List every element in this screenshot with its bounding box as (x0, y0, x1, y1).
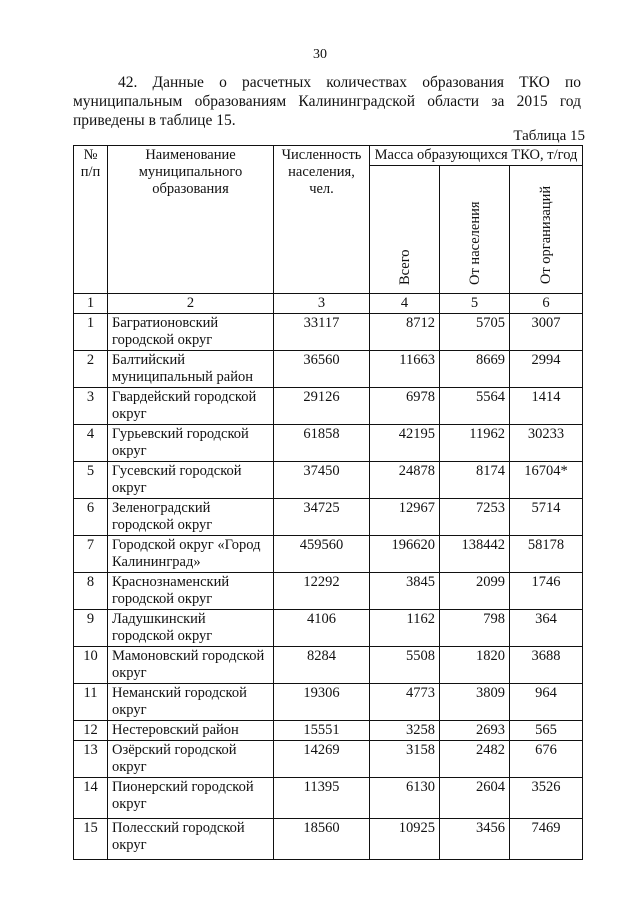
row-from-organizations: 565 (510, 721, 583, 741)
row-name: Ладушкинский городской округ (108, 610, 274, 647)
row-number: 1 (74, 314, 108, 351)
row-total: 3158 (370, 741, 440, 778)
row-from-organizations: 1746 (510, 573, 583, 610)
row-total: 12967 (370, 499, 440, 536)
table-row (74, 573, 583, 610)
row-number: 13 (74, 741, 108, 778)
row-total: 11663 (370, 351, 440, 388)
table-body (74, 314, 583, 860)
table-row (74, 778, 583, 819)
header-total: Всего (396, 249, 413, 285)
header-from-population-cell (440, 166, 510, 294)
row-name: Гвардейский городской округ (108, 388, 274, 425)
column-index: 6 (510, 294, 583, 314)
row-from-population: 2482 (440, 741, 510, 778)
row-from-organizations: 7469 (510, 819, 583, 860)
row-from-organizations: 58178 (510, 536, 583, 573)
row-number: 5 (74, 462, 108, 499)
row-name: Гурьевский городской округ (108, 425, 274, 462)
table-row (74, 721, 583, 741)
row-name: Пионерский городской округ (108, 778, 274, 819)
row-name: Неманский городской округ (108, 684, 274, 721)
column-index: 4 (370, 294, 440, 314)
row-total: 3845 (370, 573, 440, 610)
column-index: 2 (108, 294, 274, 314)
row-name: Краснознаменский городской округ (108, 573, 274, 610)
row-number: 12 (74, 721, 108, 741)
row-from-population: 1820 (440, 647, 510, 684)
row-population: 61858 (274, 425, 370, 462)
column-index: 5 (440, 294, 510, 314)
row-total: 8712 (370, 314, 440, 351)
row-total: 196620 (370, 536, 440, 573)
table-row (74, 499, 583, 536)
table-row (74, 388, 583, 425)
row-population: 29126 (274, 388, 370, 425)
table-row (74, 462, 583, 499)
table-row (74, 647, 583, 684)
row-name: Мамоновский городской округ (108, 647, 274, 684)
row-name: Нестеровский район (108, 721, 274, 741)
row-population: 36560 (274, 351, 370, 388)
table-row (74, 741, 583, 778)
row-population: 8284 (274, 647, 370, 684)
row-name: Озёрский городской округ (108, 741, 274, 778)
intro-paragraph (73, 73, 581, 130)
row-total: 5508 (370, 647, 440, 684)
row-number: 11 (74, 684, 108, 721)
header-from-organizations: От организаций (538, 185, 554, 285)
row-population: 459560 (274, 536, 370, 573)
row-name: Зеленоградский городской округ (108, 499, 274, 536)
row-population: 11395 (274, 778, 370, 819)
row-from-organizations: 3688 (510, 647, 583, 684)
row-number: 8 (74, 573, 108, 610)
row-number: 2 (74, 351, 108, 388)
table-row (74, 610, 583, 647)
row-from-population: 5705 (440, 314, 510, 351)
header-mass-group: Масса образующихся ТКО, т/год (370, 146, 583, 166)
header-from-population: От населения (466, 201, 483, 285)
table-row (74, 684, 583, 721)
waste-table (73, 145, 583, 860)
row-total: 4773 (370, 684, 440, 721)
column-index: 1 (74, 294, 108, 314)
table-row (74, 314, 583, 351)
row-total: 1162 (370, 610, 440, 647)
row-number: 10 (74, 647, 108, 684)
row-total: 6978 (370, 388, 440, 425)
row-from-organizations: 364 (510, 610, 583, 647)
row-from-population: 7253 (440, 499, 510, 536)
row-from-organizations: 2994 (510, 351, 583, 388)
row-population: 34725 (274, 499, 370, 536)
row-population: 33117 (274, 314, 370, 351)
row-from-population: 3456 (440, 819, 510, 860)
row-name: Багратионовский городской округ (108, 314, 274, 351)
row-from-population: 2604 (440, 778, 510, 819)
header-from-organizations-cell (510, 166, 583, 294)
row-from-organizations: 3526 (510, 778, 583, 819)
row-population: 19306 (274, 684, 370, 721)
row-from-population: 138442 (440, 536, 510, 573)
page-number: 30 (313, 47, 327, 62)
row-number: 4 (74, 425, 108, 462)
row-from-population: 11962 (440, 425, 510, 462)
row-name: Городской округ «Город Калининград» (108, 536, 274, 573)
table-row (74, 536, 583, 573)
table-row (74, 351, 583, 388)
row-number: 3 (74, 388, 108, 425)
header-row-top (74, 146, 583, 166)
header-name: Наименование муниципального образования (108, 146, 274, 294)
row-from-population: 2693 (440, 721, 510, 741)
row-population: 14269 (274, 741, 370, 778)
row-from-organizations: 30233 (510, 425, 583, 462)
row-from-population: 2099 (440, 573, 510, 610)
row-total: 24878 (370, 462, 440, 499)
row-from-population: 798 (440, 610, 510, 647)
row-population: 4106 (274, 610, 370, 647)
row-from-organizations: 964 (510, 684, 583, 721)
table-caption: Таблица 15 (513, 128, 585, 144)
column-index: 3 (274, 294, 370, 314)
row-name: Полесский городской округ (108, 819, 274, 860)
row-from-organizations: 1414 (510, 388, 583, 425)
row-total: 10925 (370, 819, 440, 860)
header-total-cell (370, 166, 440, 294)
row-population: 15551 (274, 721, 370, 741)
row-number: 6 (74, 499, 108, 536)
table-row (74, 425, 583, 462)
row-number: 15 (74, 819, 108, 860)
row-name: Балтийский муниципальный район (108, 351, 274, 388)
row-from-population: 8174 (440, 462, 510, 499)
row-from-organizations: 5714 (510, 499, 583, 536)
row-number: 14 (74, 778, 108, 819)
table-row (74, 819, 583, 860)
column-index-row (74, 294, 583, 314)
row-total: 42195 (370, 425, 440, 462)
row-total: 6130 (370, 778, 440, 819)
row-from-population: 3809 (440, 684, 510, 721)
header-num: № п/п (74, 146, 108, 294)
row-name: Гусевский городской округ (108, 462, 274, 499)
row-population: 18560 (274, 819, 370, 860)
row-from-organizations: 676 (510, 741, 583, 778)
row-from-population: 5564 (440, 388, 510, 425)
row-from-organizations: 16704* (510, 462, 583, 499)
row-from-population: 8669 (440, 351, 510, 388)
header-population: Численность населения, чел. (274, 146, 370, 294)
row-from-organizations: 3007 (510, 314, 583, 351)
row-number: 7 (74, 536, 108, 573)
row-total: 3258 (370, 721, 440, 741)
row-population: 37450 (274, 462, 370, 499)
row-number: 9 (74, 610, 108, 647)
intro-text: 42. Данные о расчетных количествах образования ТКО по муниципальным образованиям Калининградской области за 2015 год приведены в таблице 15. (73, 74, 581, 129)
row-population: 12292 (274, 573, 370, 610)
